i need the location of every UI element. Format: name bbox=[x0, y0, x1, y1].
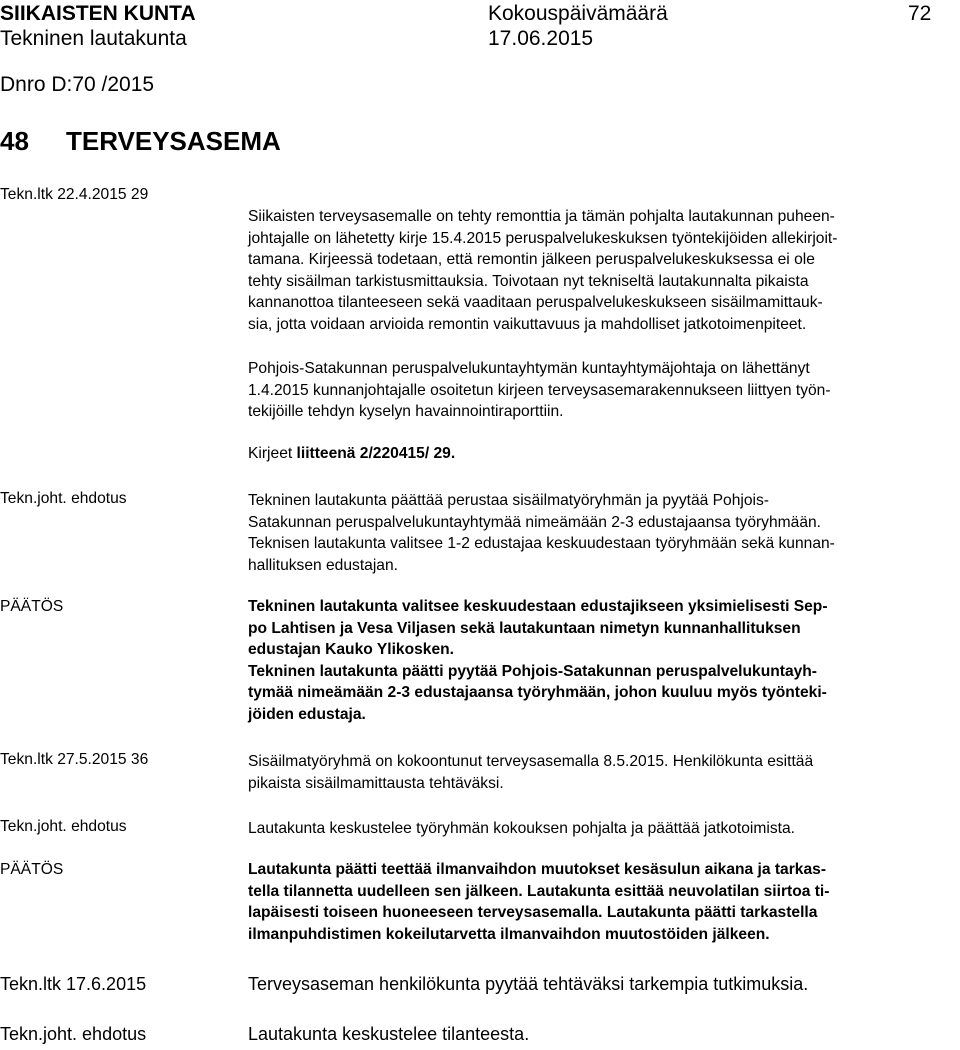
text-line: Lautakunta päätti teettää ilmanvaihdon muutokset kesäsulun aikana ja tarkas- bbox=[248, 861, 827, 878]
text-line: Satakunnan peruspalvelukuntayhtymää nimeämään 2-3 edustajaansa työryhmään. bbox=[248, 513, 821, 531]
text-line: Pohjois-Satakunnan peruspalvelukuntayhtymän kuntayhtymäjohtaja on lähettänyt bbox=[248, 360, 810, 377]
text-line: Tekninen lautakunta päätti pyytää Pohjois-Satakunnan peruspalvelukuntayh- bbox=[248, 662, 818, 680]
dnro: Dnro D:70 /2015 bbox=[0, 73, 155, 96]
text-line: hallituksen edustajan. bbox=[248, 556, 398, 574]
paragraph-background bbox=[248, 206, 960, 335]
text-line: Tekninen lautakunta päättää perustaa sisäilmatyöryhmän ja pyytää Pohjois- bbox=[248, 492, 769, 509]
text-line: lapäisesti toiseen huoneeseen terveysasemalla. Lautakunta päätti tarkastella bbox=[248, 904, 818, 921]
text-line: tella tilannetta uudelleen sen jälkeen. Lautakunta esittää neuvolatilan siirtoa ti- bbox=[248, 882, 830, 900]
text-line: Tekninen lautakunta valitsee keskuudestaan edustajikseen yksimielisesti Sep- bbox=[248, 598, 828, 615]
text-line: johtajalle on lähetetty kirje 15.4.2015 peruspalvelukeskuksen työntekijöiden allekirjoit- bbox=[248, 229, 838, 247]
text-line: sia, jotta voidaan arvioida remontin vaikuttavuus ja mahdolliset jatkotoimenpiteet. bbox=[248, 315, 807, 333]
item-number: 48 bbox=[0, 126, 29, 156]
text-line: tekijöille tehdyn kyselyn havainnointiraporttiin. bbox=[248, 403, 564, 420]
text-line: ilmanpuhdistimen kokeilutarvetta ilmanvaihdon muutostöiden jälkeen. bbox=[248, 925, 770, 943]
doc-type: Kokouspäivämäärä bbox=[488, 2, 668, 25]
text-line: kannanottoa tilanteeseen sekä vaaditaan peruspalvelukeskukseen sisäilmamittauk- bbox=[248, 294, 823, 311]
text-line: 1.4.2015 kunnanjohtajalle osoitetun kirjeen terveysasemarakennukseen liittyen työn- bbox=[248, 381, 831, 399]
text-line: Siikaisten terveysasemalle on tehty remonttia ja tämän pohjalta lautakunnan puheen- bbox=[248, 208, 835, 225]
section-label-proposal-1: Tekn.joht. ehdotus bbox=[0, 490, 127, 507]
paragraph-attachment bbox=[248, 443, 960, 465]
board-name: Tekninen lautakunta bbox=[0, 27, 187, 50]
org-name: SIIKAISTEN KUNTA bbox=[0, 2, 196, 25]
paragraph-proposal-1 bbox=[248, 490, 960, 576]
item-title: TERVEYSASEMA bbox=[66, 126, 281, 156]
section-label-tekn-ltk-17-6: Tekn.ltk 17.6.2015 bbox=[0, 974, 147, 994]
paragraph-decision-1 bbox=[248, 596, 960, 725]
meeting-date: 17.06.2015 bbox=[488, 27, 594, 50]
section-label-tekn-ltk-22-4: Tekn.ltk 22.4.2015 29 bbox=[0, 186, 149, 203]
text-line: po Lahtisen ja Vesa Viljasen sekä lautakuntaan nimetyn kunnanhallituksen bbox=[248, 619, 801, 637]
page-number: 72 bbox=[908, 2, 932, 25]
text-line: jöiden edustaja. bbox=[248, 705, 366, 723]
paragraph-proposal-3: Lautakunta keskustelee tilanteesta. bbox=[248, 1024, 530, 1044]
section-label-proposal-2: Tekn.joht. ehdotus bbox=[0, 818, 127, 835]
paragraph-meeting-27-5 bbox=[248, 751, 960, 794]
paragraph-request: Terveysaseman henkilökunta pyytää tehtäväksi tarkempia tutkimuksia. bbox=[248, 974, 809, 994]
text-line: tamana. Kirjeessä todetaan, että remontin jälkeen peruspalvelukeskuksessa ei ole bbox=[248, 251, 815, 268]
attachment-prefix: Kirjeet bbox=[248, 445, 297, 462]
section-label-decision-1: PÄÄTÖS bbox=[0, 598, 64, 615]
text-line: tymää nimeämään 2-3 edustajaansa työryhmään, johon kuuluu myös työnteki- bbox=[248, 684, 827, 701]
paragraph-decision-2 bbox=[248, 859, 960, 945]
paragraph-letter bbox=[248, 358, 960, 423]
text-line: Teknisen lautakunta valitsee 1-2 edustajaa keskuudestaan työryhmään sekä kunnan- bbox=[248, 535, 835, 552]
text-line: Lautakunta keskustelee työryhmän kokouksen pohjalta ja päättää jatkotoimista. bbox=[248, 820, 795, 837]
text-line: edustajan Kauko Ylikosken. bbox=[248, 641, 454, 658]
section-label-decision-2: PÄÄTÖS bbox=[0, 861, 64, 878]
section-label-proposal-3: Tekn.joht. ehdotus bbox=[0, 1024, 147, 1044]
section-label-tekn-ltk-27-5: Tekn.ltk 27.5.2015 36 bbox=[0, 751, 149, 768]
text-line: Sisäilmatyöryhmä on kokoontunut terveysasemalla 8.5.2015. Henkilökunta esittää bbox=[248, 753, 814, 770]
attachment-reference: liitteenä 2/220415/ 29. bbox=[296, 445, 456, 462]
paragraph-proposal-2 bbox=[248, 818, 960, 840]
text-line: tehty sisäilman tarkistusmittauksia. Toivotaan nyt tekniseltä lautakunnalta pikaista bbox=[248, 272, 809, 290]
text-line: pikaista sisäilmamittausta tehtäväksi. bbox=[248, 774, 504, 792]
